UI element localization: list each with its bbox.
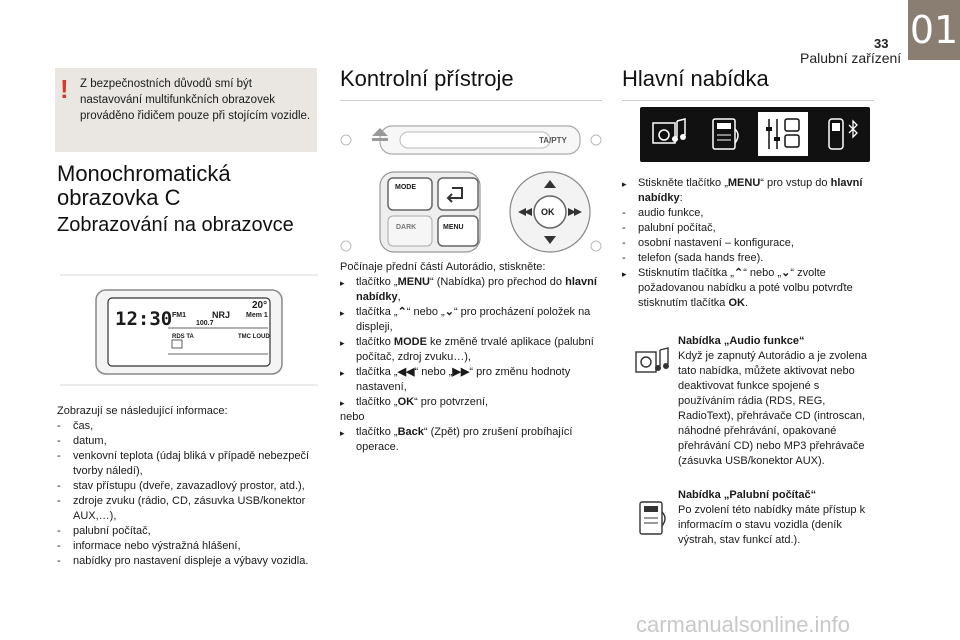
audio-section (678, 334, 874, 469)
list-item: ▸ Stisknutím tlačítka „⌃“ nebo „⌄“ zvolte požadovanou nabídku a poté volbu potvrďte stisknutím tlačítka OK. (622, 266, 874, 311)
audio-text: Když je zapnutý Autorádio a je zvolena tato nabídka, můžete aktivovat nebo deaktivovat funkce spojené s používáním rádia (RDS, REG, RadioText), přehrávače CD (introscan, náhodné přehrávání, opakované přehrávání CD) nebo MP3 přehrávače (zásuvka USB/konektor AUX). (678, 350, 867, 467)
mode-button: MODE (395, 184, 416, 191)
controls-text (340, 260, 602, 455)
controls-intro: Počínaje přední částí Autorádio, stiskněte: (340, 261, 546, 273)
section-title-menu: Hlavní nabídka (622, 66, 769, 91)
list-item: - palubní počítač, (622, 221, 874, 236)
display-time: 12:30 (115, 308, 173, 330)
list-item: - datum, (57, 434, 319, 449)
main-menu-list (622, 176, 874, 206)
computer-title: Nabídka „Palubní počítač“ (678, 489, 817, 501)
section-title-display: Monochromatická obrazovka C (57, 161, 231, 210)
display-station: NRJ (212, 310, 231, 320)
main-menu-sublist (622, 206, 874, 266)
list-item: ▸ tlačítko „Back“ (Zpět) pro zrušení probíhající operace. (340, 425, 602, 455)
list-item: ▸ tlačítko MODE ke změně trvalé aplikace (palubní počítač, zdroj zvuku…), (340, 335, 602, 365)
list-item: - venkovní teplota (údaj bliká v případě nebezpečí tvorby náledí), (57, 449, 319, 479)
ta-pty-label: TA/PTY (539, 136, 567, 145)
list-item: - zdroje zvuku (rádio, CD, zásuvka USB/konektor AUX,…), (57, 494, 319, 524)
list-item: ▸ tlačítka „⌃“ nebo „⌄“ pro procházení položek na displeji, (340, 305, 602, 335)
main-menu-strip (640, 107, 870, 162)
display-info-list (57, 419, 319, 569)
watermark: carmanualsonline.info (636, 612, 851, 637)
list-item: - osobní nastavení – konfigurace, (622, 236, 874, 251)
display-info-text (57, 404, 319, 569)
list-item: ▸ Stiskněte tlačítko „MENU“ pro vstup do hlavní nabídky: (622, 176, 874, 206)
menu-button: MENU (443, 224, 464, 231)
display-rds: RDS TA (172, 334, 194, 340)
audio-menu-icon (644, 112, 694, 156)
trip-computer-icon (634, 500, 672, 538)
chapter-number: 01 (909, 8, 959, 52)
display-info-intro: Zobrazují se následující informace: (57, 405, 228, 417)
display-tmc: TMC LOUD (238, 334, 270, 340)
computer-text: Po zvolení této nabídky máte přístup k informacím o stavu vozidla (deník výstrah, stav funkcí atd.). (678, 504, 866, 546)
list-item: - audio funkce, (622, 206, 874, 221)
list-item: - čas, (57, 419, 319, 434)
controls-or: nebo (340, 411, 365, 423)
divider (622, 100, 874, 101)
section-title-controls: Kontrolní přístroje (340, 66, 514, 91)
audio-title: Nabídka „Audio funkce“ (678, 335, 805, 347)
mono-display-illustration (60, 270, 318, 390)
page-number: 33 (874, 36, 889, 51)
section-subtitle-display: Zobrazování na obrazovce (57, 214, 294, 236)
display-frequency: 100.7 (196, 320, 214, 327)
main-menu-list-2 (622, 266, 874, 311)
divider (340, 100, 602, 101)
warning-text: Z bezpečnostních důvodů smí být nastavování multifunkčních obrazovek prováděno řidičem pouze při stojícím vozidle. (80, 78, 311, 122)
computer-section (678, 488, 874, 548)
display-temp: 20° (252, 300, 268, 311)
list-item: - palubní počítač, (57, 524, 319, 539)
list-item: ▸ tlačítko „OK“ pro potvrzení, (340, 395, 602, 410)
main-menu-text (622, 176, 874, 311)
list-item: - telefon (sada hands free). (622, 251, 874, 266)
controls-list-last (340, 425, 602, 455)
display-memory: Mem 1 (246, 312, 268, 319)
chapter-title: Palubní zařízení (800, 50, 902, 66)
chapter-badge (908, 0, 960, 60)
dark-button: DARK (396, 224, 417, 231)
warning-icon: ! (60, 74, 69, 104)
list-item: - stav přístupu (dveře, zavazadlový prostor, atd.), (57, 479, 319, 494)
list-item: ▸ tlačítka „◀◀“ nebo „▶▶“ pro změnu hodnoty nastavení, (340, 365, 602, 395)
settings-menu-icon (758, 112, 808, 156)
display-band: FM1 (172, 312, 186, 319)
list-item: - nabídky pro nastavení displeje a výbavy vozidla. (57, 554, 319, 569)
telephone-menu-icon (816, 112, 866, 156)
list-item: ▸ tlačítko „MENU“ (Nabídka) pro přechod do hlavní nabídky, (340, 275, 602, 305)
ok-button: OK (541, 207, 555, 217)
trip-computer-menu-icon (700, 112, 750, 156)
controls-list (340, 275, 602, 410)
audio-icon (634, 344, 672, 382)
list-item: - informace nebo výstražná hlášení, (57, 539, 319, 554)
